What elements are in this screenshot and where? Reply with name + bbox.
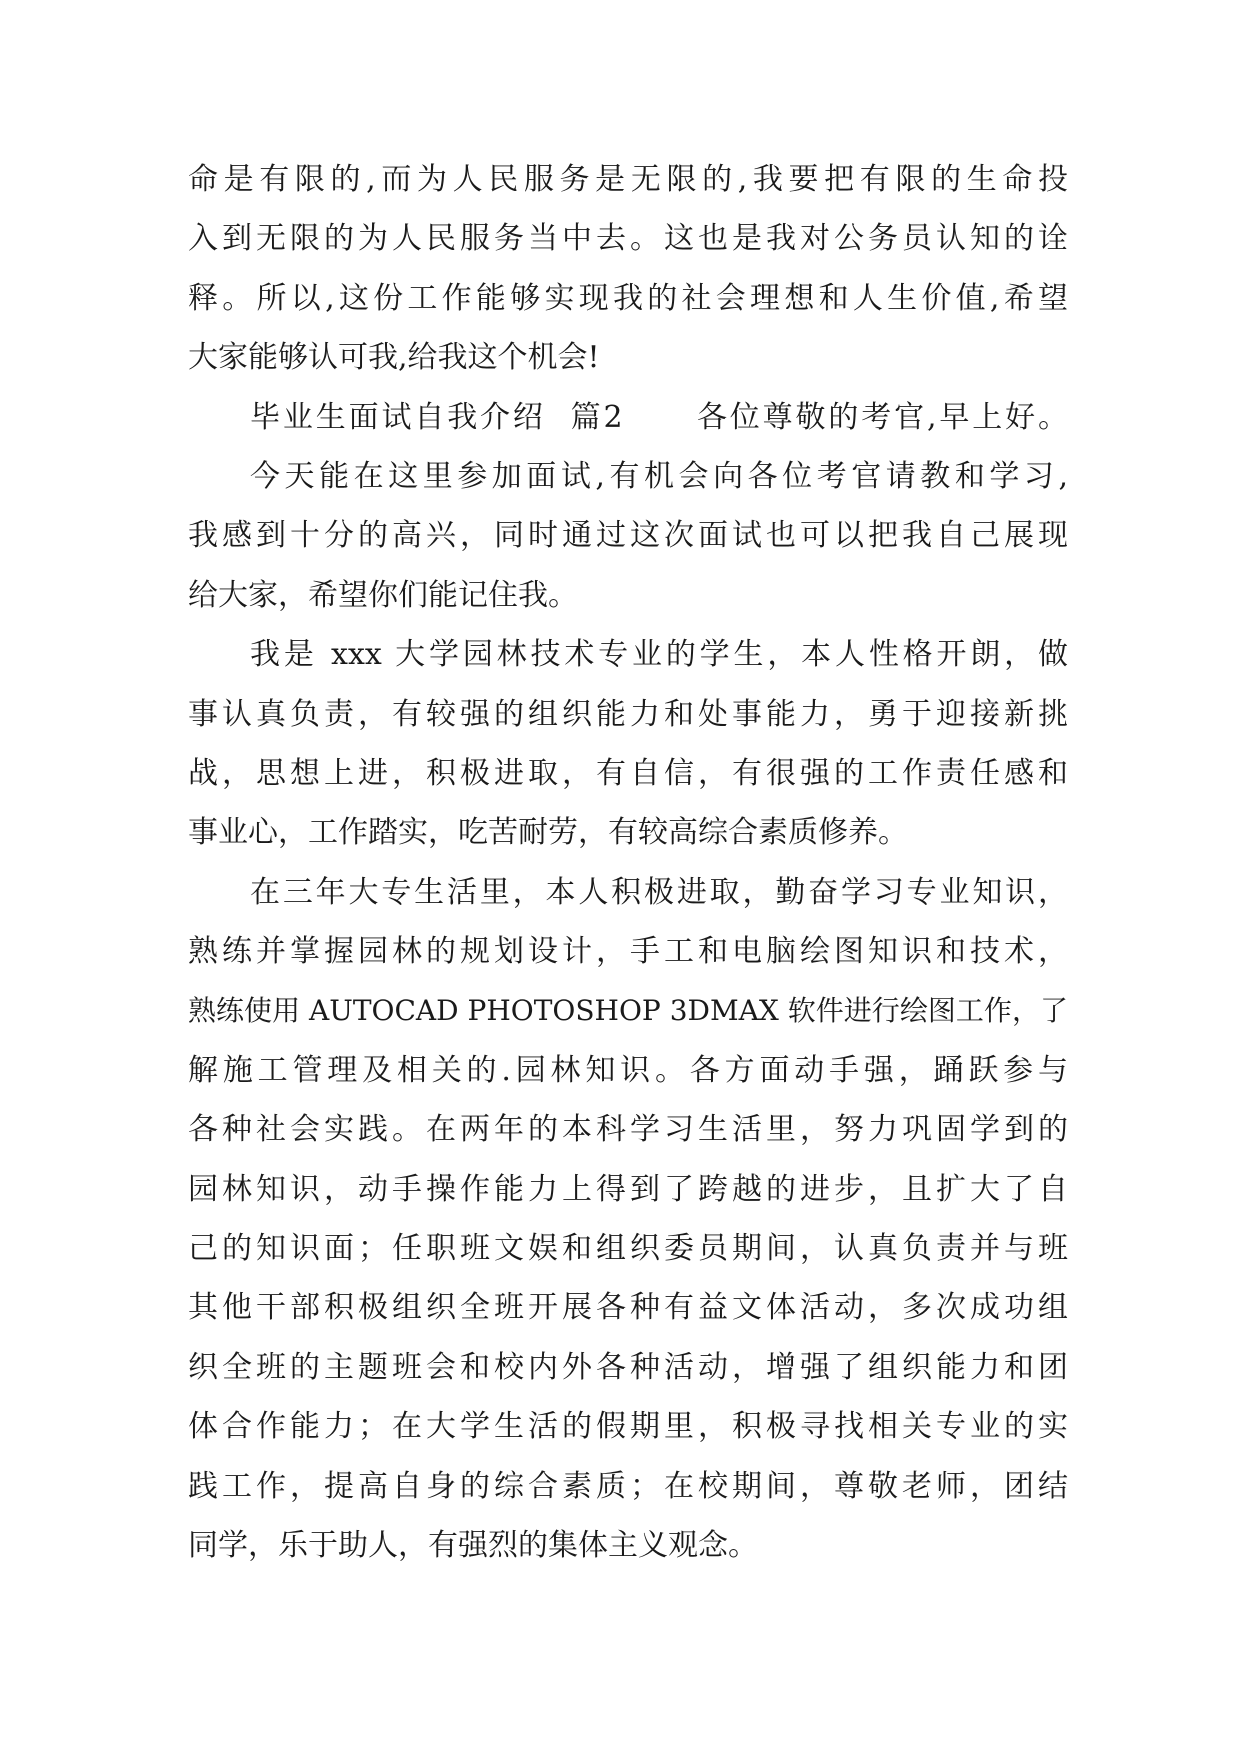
text-line: 织全班的主题班会和校内外各种活动，增强了组织能力和团 [188, 1349, 1068, 1385]
text-line: 各种社会实践。在两年的本科学习生活里，努力巩固学到的 [188, 1112, 1068, 1148]
text-line: 大家能够认可我,给我这个机会! [188, 340, 600, 376]
text-line: 事认真负责，有较强的组织能力和处事能力，勇于迎接新挑 [188, 696, 1068, 732]
text-line: 命是有限的,而为人民服务是无限的,我要把有限的生命投 [188, 162, 1068, 197]
text-line: 同学，乐于助人，有强烈的集体主义观念。 [188, 1527, 758, 1563]
text-line: 入到无限的为人民服务当中去。这也是我对公务员认知的诠 [188, 221, 1068, 257]
text-line: 园林知识，动手操作能力上得到了跨越的进步，且扩大了自 [188, 1171, 1068, 1207]
text-line: 在三年大专生活里，本人积极进取，勤奋学习专业知识， [250, 874, 1068, 910]
text-line: 给大家，希望你们能记住我。 [188, 577, 578, 613]
text-line: 今天能在这里参加面试,有机会向各位考官请教和学习, [250, 458, 1068, 494]
text-line: 其他干部积极组织全班开展各种有益文体活动，多次成功组 [188, 1290, 1068, 1326]
text-line: 熟练使用 AUTOCAD PHOTOSHOP 3DMAX 软件进行绘图工作，了 [188, 994, 1068, 1028]
text-line: 我感到十分的高兴，同时通过这次面试也可以把我自己展现 [188, 518, 1068, 554]
text-line: 战，思想上进，积极进取，有自信，有很强的工作责任感和 [188, 755, 1068, 791]
text-line: 践工作，提高自身的综合素质；在校期间，尊敬老师，团结 [188, 1468, 1068, 1504]
text-line: 体合作能力；在大学生活的假期里，积极寻找相关专业的实 [188, 1409, 1068, 1445]
text-line: 解施工管理及相关的.园林知识。各方面动手强，踊跃参与 [188, 1052, 1068, 1088]
text-line: 我是 xxx 大学园林技术专业的学生，本人性格开朗，做 [250, 637, 1068, 673]
text-line: 释。所以,这份工作能够实现我的社会理想和人生价值,希望 [188, 280, 1068, 316]
text-line: 熟练并掌握园林的规划设计，手工和电脑绘图知识和技术， [188, 934, 1068, 970]
document-body [188, 150, 1068, 1575]
text-line: 事业心，工作踏实，吃苦耐劳，有较高综合素质修养。 [188, 815, 908, 851]
section-heading-line: 毕业生面试自我介绍 篇2 各位尊敬的考官,早上好。 [250, 399, 1068, 435]
text-line: 己的知识面；任职班文娱和组织委员期间，认真负责并与班 [188, 1231, 1068, 1267]
